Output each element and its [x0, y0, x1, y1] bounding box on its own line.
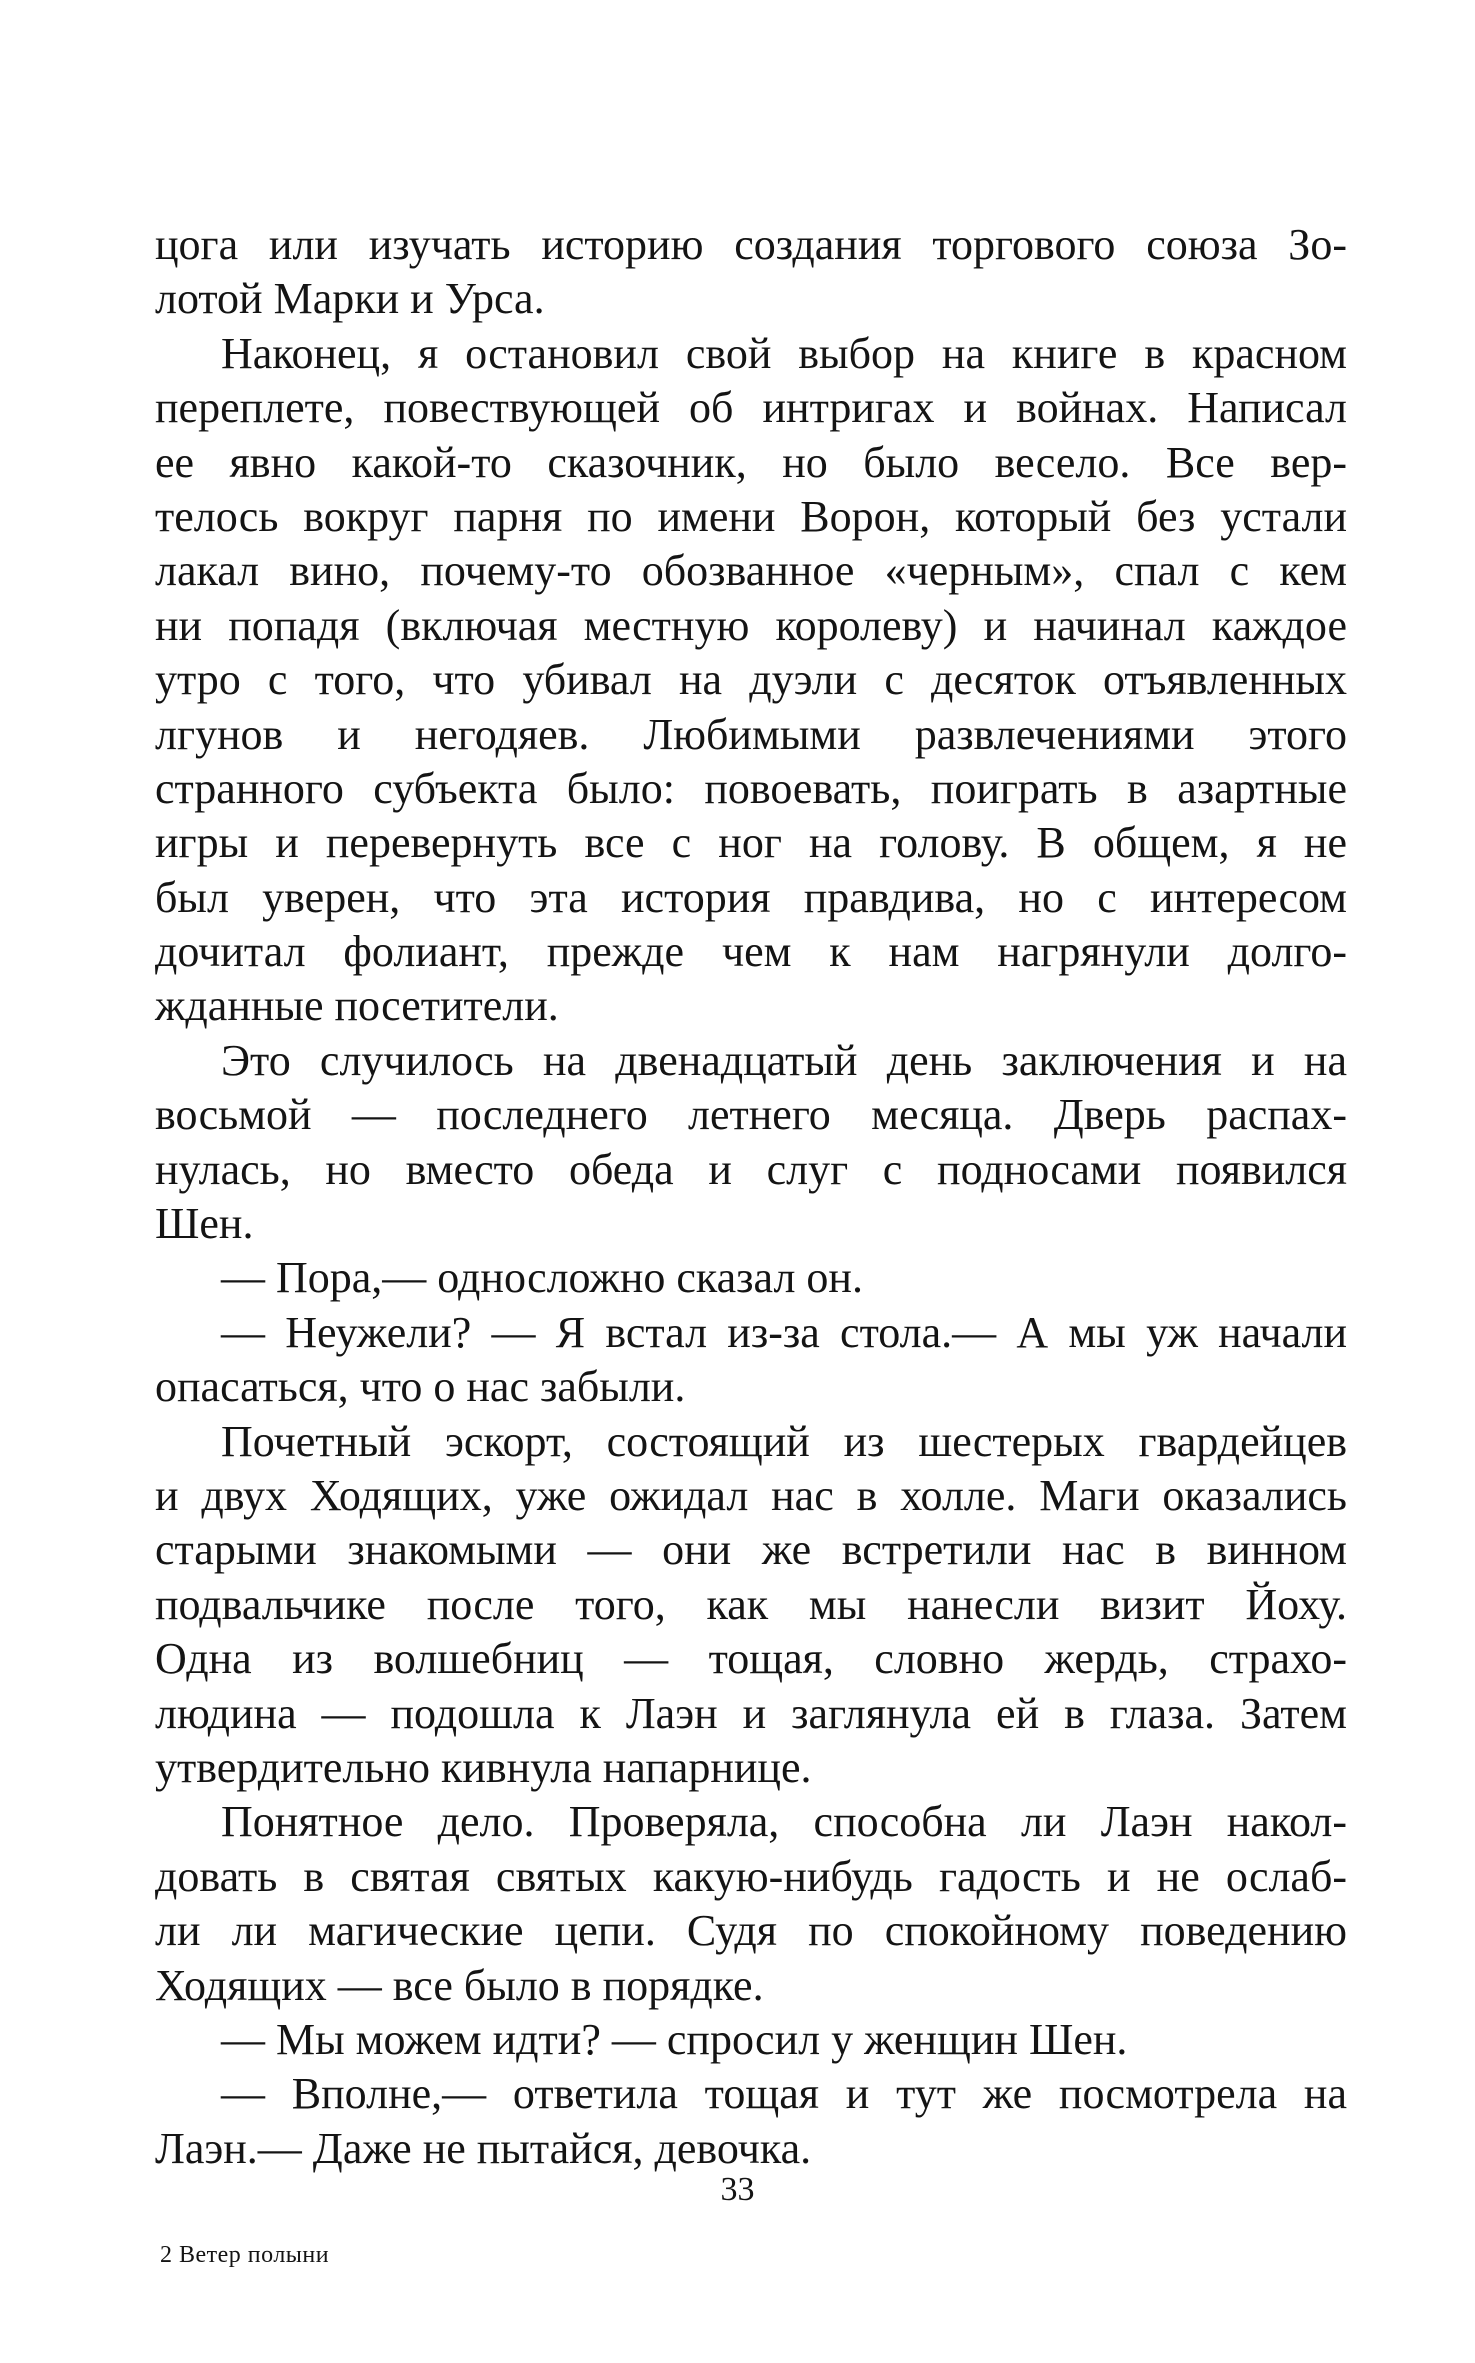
- text-line: лгунов и негодяев. Любимыми развлечениями этого: [155, 709, 1347, 759]
- text-line: утро с того, что убивал на дуэли с десяток отъявленных: [155, 655, 1347, 705]
- text-line: телось вокруг парня по имени Ворон, который без устали: [155, 491, 1347, 541]
- text-line: Наконец, я остановил свой выбор на книге в красном: [221, 328, 1347, 378]
- text-line: — Неужели? — Я встал из-за стола.— А мы уж начали: [221, 1307, 1347, 1357]
- text-line: цога или изучать историю создания торгового союза Зо-: [155, 220, 1347, 269]
- text-line: жданные посетители.: [155, 981, 559, 1031]
- text-line: Ходящих — все было в порядке.: [155, 1960, 764, 2010]
- text-line: ни попадя (включая местную королеву) и начинал каждое: [155, 600, 1347, 650]
- text-line: подвальчике после того, как мы нанесли визит Йоху.: [155, 1579, 1347, 1629]
- text-line: ее явно какой-то сказочник, но было весело. Все вер-: [155, 437, 1347, 487]
- text-line: старыми знакомыми — они же встретили нас в винном: [155, 1525, 1347, 1575]
- text-line: Лаэн.— Даже не пытайся, девочка.: [155, 2123, 812, 2173]
- text-line: довать в святая святых какую-нибудь гадость и не ослаб-: [155, 1851, 1347, 1901]
- text-line: — Мы можем идти? — спросил у женщин Шен.: [221, 2014, 1128, 2064]
- text-line: нулась, но вместо обеда и слуг с подносами появился: [155, 1144, 1347, 1194]
- text-line: ли ли магические цепи. Судя по спокойному поведению: [155, 1906, 1347, 1956]
- text-line: Почетный эскорт, состоящий из шестерых гвардейцев: [221, 1416, 1347, 1466]
- text-line: утвердительно кивнула напарнице.: [155, 1742, 812, 1792]
- text-line: — Вполне,— ответила тощая и тут же посмотрела на: [221, 2069, 1347, 2119]
- text-line: и двух Ходящих, уже ожидал нас в холле. Маги оказались: [155, 1470, 1347, 1520]
- body-text: [155, 218, 1347, 2176]
- page-number: 33: [720, 2171, 755, 2208]
- text-line: восьмой — последнего летнего месяца. Дверь распах-: [155, 1090, 1347, 1140]
- text-line: странного субъекта было: повоевать, поиграть в азартные: [155, 763, 1347, 813]
- text-line: Понятное дело. Проверяла, способна ли Лаэн накол-: [221, 1797, 1347, 1847]
- printer-signature: 2 Ветер полыни: [160, 2242, 330, 2268]
- text-line: переплете, повествующей об интригах и войнах. Написал: [155, 383, 1347, 433]
- text-line: Это случилось на двенадцатый день заключения и на: [221, 1035, 1347, 1085]
- text-line: Шен.: [155, 1199, 254, 1249]
- text-line: игры и перевернуть все с ног на голову. В общем, я не: [155, 818, 1347, 868]
- text-line: был уверен, что эта история правдива, но с интересом: [155, 872, 1347, 922]
- text-line: опасаться, что о нас забыли.: [155, 1362, 686, 1412]
- text-line: лотой Марки и Урса.: [155, 274, 545, 324]
- text-line: лакал вино, почему-то обозванное «черным», спал с кем: [155, 546, 1347, 596]
- text-line: людина — подошла к Лаэн и заглянула ей в глаза. Затем: [155, 1688, 1347, 1738]
- text-line: Одна из волшебниц — тощая, словно жердь, страхо-: [155, 1634, 1347, 1684]
- text-line: — Пора,— односложно сказал он.: [221, 1253, 863, 1303]
- text-line: дочитал фолиант, прежде чем к нам нагрянули долго-: [155, 927, 1347, 977]
